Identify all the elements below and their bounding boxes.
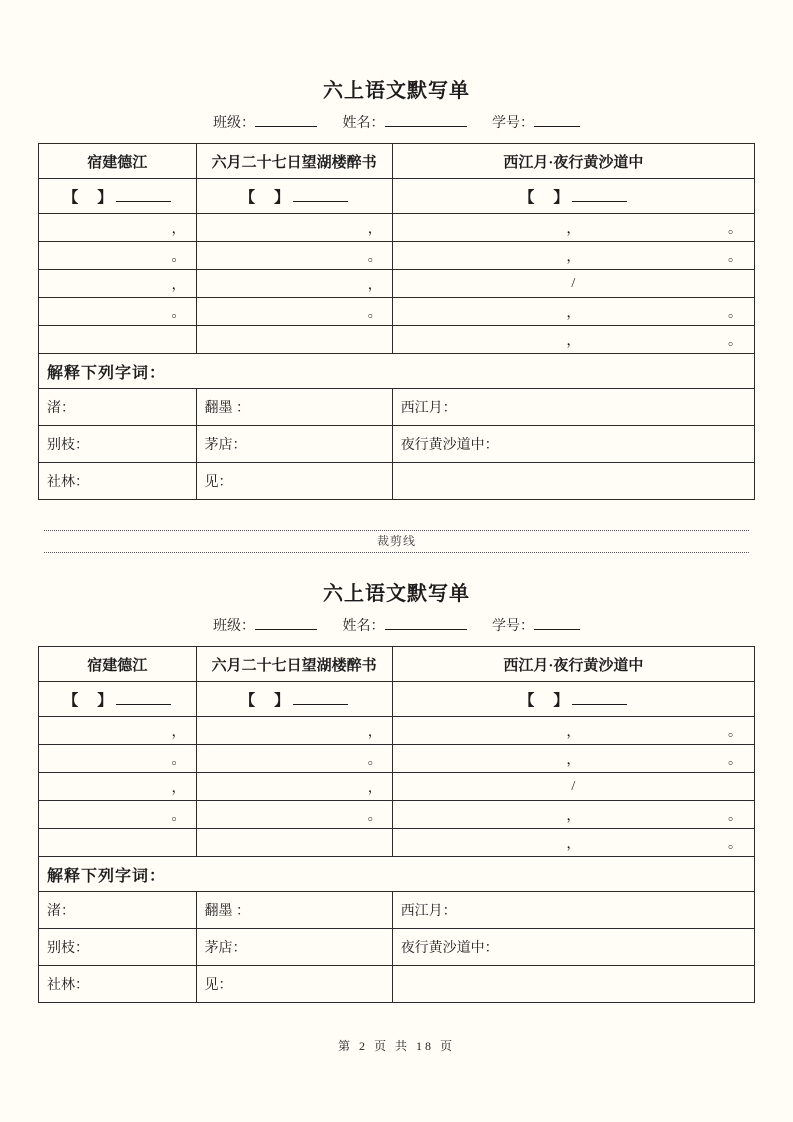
poem-line-cell (392, 773, 754, 801)
vocab-cell-yexing: 夜行黄沙道中： (392, 929, 754, 966)
dynasty-brackets: 【 】 (240, 692, 292, 709)
mid-punctuation: ， (566, 221, 581, 237)
author-blank (293, 692, 348, 705)
author-cell (39, 179, 197, 214)
author-cell (392, 682, 754, 717)
poem-line-row (39, 214, 755, 242)
name-field-label: 姓名： (342, 116, 385, 131)
vocab-cell-xijiangyue: 西江月： (392, 389, 754, 426)
poem-line-cell: 。 (196, 242, 392, 270)
vocab-cell-maodian: 茅店： (196, 929, 392, 966)
poem-line-cell: 。 (39, 298, 197, 326)
poem-line-cell (392, 326, 754, 354)
poem-line-cell (392, 214, 754, 242)
poem-title-xijiangyue: 西江月·夜行黄沙道中 (392, 144, 754, 179)
sheet-title: 六上语文默写单 (323, 80, 470, 102)
poem-title-row (39, 144, 755, 179)
poem-line-cell (392, 829, 754, 857)
poem-line-cell: 。 (39, 242, 197, 270)
vocab-cell-empty (392, 463, 754, 500)
dynasty-brackets: 【 】 (519, 189, 571, 206)
cut-line (44, 530, 749, 553)
end-punctuation: 。 (728, 249, 742, 265)
class-blank (255, 616, 317, 630)
vocab-row (39, 426, 755, 463)
explain-header-row (39, 354, 755, 389)
end-punctuation: 。 (728, 305, 742, 321)
vocab-cell-zhu: 渚： (39, 389, 197, 426)
vocab-cell-yexing: 夜行黄沙道中： (392, 426, 754, 463)
worksheet-section-bottom (38, 581, 755, 1003)
dynasty-brackets: 【 】 (519, 692, 571, 709)
poem-line-cell: 。 (196, 298, 392, 326)
class-field (213, 619, 321, 634)
author-blank (572, 692, 627, 705)
author-blank (572, 189, 627, 202)
mid-punctuation: ， (566, 724, 581, 740)
poem-line-cell: ， (196, 773, 392, 801)
vocab-cell-empty (392, 966, 754, 1003)
end-punctuation: 。 (728, 836, 742, 852)
poem-line-cell: ， (39, 773, 197, 801)
mid-punctuation: ， (566, 305, 581, 321)
poem-title-xijiangyue: 西江月·夜行黄沙道中 (392, 647, 754, 682)
explain-header: 解释下列字词： (39, 857, 755, 892)
poem-line-cell: 。 (39, 745, 197, 773)
poem-line-cell: ， (196, 214, 392, 242)
explain-header: 解释下列字词： (39, 354, 755, 389)
dynasty-brackets: 【 】 (63, 692, 115, 709)
poem-line-cell (392, 298, 754, 326)
vocab-cell-biezhi: 别枝： (39, 929, 197, 966)
mid-punctuation: ， (566, 249, 581, 265)
vocab-cell-fanmo: 翻墨 ： (196, 389, 392, 426)
end-punctuation: 。 (728, 333, 742, 349)
poem-line-row (39, 745, 755, 773)
end-punctuation: 。 (728, 752, 742, 768)
vocab-row (39, 966, 755, 1003)
poem-line-cell: ， (39, 717, 197, 745)
poem-line-cell (196, 829, 392, 857)
student-info-line (38, 113, 755, 134)
poem-line-cell: ， (196, 270, 392, 298)
dynasty-brackets: 【 】 (240, 189, 292, 206)
poem-line-row (39, 717, 755, 745)
student-id-field (492, 116, 580, 131)
author-cell (196, 682, 392, 717)
vocab-cell-jian: 见： (196, 966, 392, 1003)
name-field (343, 116, 471, 131)
poem-line-row (39, 242, 755, 270)
vocab-row (39, 892, 755, 929)
poem-title-wanghulou: 六月二十七日望湖楼醉书 (196, 144, 392, 179)
poem-line-cell (39, 326, 197, 354)
name-field-label: 姓名： (342, 619, 385, 634)
vocab-cell-biezhi: 别枝： (39, 426, 197, 463)
cut-line-rule-bottom (44, 552, 749, 553)
class-field-label: 班级： (213, 619, 255, 634)
poem-title-wanghulou: 六月二十七日望湖楼醉书 (196, 647, 392, 682)
mid-punctuation: / (571, 778, 576, 794)
vocab-cell-xijiangyue: 西江月： (392, 892, 754, 929)
poem-line-cell: 。 (39, 801, 197, 829)
poem-line-row (39, 298, 755, 326)
vocab-cell-maodian: 茅店： (196, 426, 392, 463)
poem-line-cell (392, 745, 754, 773)
vocab-row (39, 389, 755, 426)
author-row (39, 682, 755, 717)
author-cell (39, 682, 197, 717)
end-punctuation: 。 (728, 724, 742, 740)
author-blank (116, 692, 171, 705)
vocab-cell-zhu: 渚： (39, 892, 197, 929)
poem-title-sujiandejiang: 宿建德江 (39, 647, 197, 682)
poem-line-cell (392, 717, 754, 745)
name-blank (385, 616, 467, 630)
mid-punctuation: ， (566, 752, 581, 768)
poem-line-cell (392, 270, 754, 298)
poem-line-row (39, 801, 755, 829)
cut-line-label: 裁剪线 (376, 534, 416, 548)
poem-line-row (39, 773, 755, 801)
class-field (213, 116, 321, 131)
vocab-cell-shelin: 社林： (39, 966, 197, 1003)
class-blank (255, 113, 317, 127)
page-number-footer: 第 2 页 共 18 页 (337, 1039, 455, 1053)
vocab-cell-shelin: 社林： (39, 463, 197, 500)
mid-punctuation: ， (566, 836, 581, 852)
explain-header-row (39, 857, 755, 892)
vocab-row (39, 463, 755, 500)
vocab-cell-fanmo: 翻墨 ： (196, 892, 392, 929)
mid-punctuation: ， (566, 333, 581, 349)
worksheet-section-top (38, 78, 755, 500)
author-row (39, 179, 755, 214)
poem-line-cell: ， (196, 717, 392, 745)
name-blank (385, 113, 467, 127)
student-id-blank (534, 113, 580, 127)
end-punctuation: 。 (728, 221, 742, 237)
sheet-title: 六上语文默写单 (323, 583, 470, 605)
dictation-table (38, 646, 755, 1003)
student-id-field-label: 学号： (492, 619, 534, 634)
vocab-cell-jian: 见： (196, 463, 392, 500)
end-punctuation: 。 (728, 808, 742, 824)
poem-line-cell: 。 (196, 801, 392, 829)
poem-line-cell (196, 326, 392, 354)
author-blank (116, 189, 171, 202)
poem-title-sujiandejiang: 宿建德江 (39, 144, 197, 179)
poem-title-row (39, 647, 755, 682)
poem-line-row (39, 829, 755, 857)
student-info-line (38, 616, 755, 637)
poem-line-cell: ， (39, 270, 197, 298)
poem-line-row (39, 270, 755, 298)
author-cell (392, 179, 754, 214)
author-blank (293, 189, 348, 202)
class-field-label: 班级： (213, 116, 255, 131)
author-cell (196, 179, 392, 214)
student-id-field (492, 619, 580, 634)
student-id-field-label: 学号： (492, 116, 534, 131)
dynasty-brackets: 【 】 (63, 189, 115, 206)
poem-line-cell (39, 829, 197, 857)
poem-line-cell (392, 801, 754, 829)
name-field (343, 619, 471, 634)
poem-line-cell: 。 (196, 745, 392, 773)
poem-line-cell: ， (39, 214, 197, 242)
mid-punctuation: ， (566, 808, 581, 824)
poem-line-row (39, 326, 755, 354)
poem-line-cell (392, 242, 754, 270)
vocab-row (39, 929, 755, 966)
dictation-table (38, 143, 755, 500)
mid-punctuation: / (571, 275, 576, 291)
student-id-blank (534, 616, 580, 630)
